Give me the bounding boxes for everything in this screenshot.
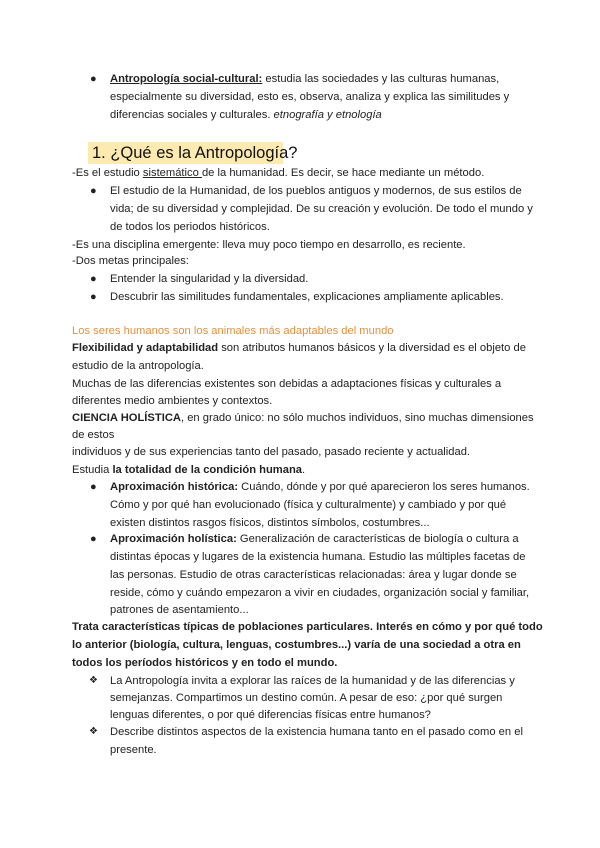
paragraph-metas: -Dos metas principales: bbox=[72, 255, 189, 267]
diamond-bullet-icon: ❖ bbox=[89, 726, 98, 737]
paragraph-totalidad bbox=[72, 461, 305, 479]
section-heading: 1. ¿Qué es la Antropología? bbox=[92, 144, 298, 162]
bullet-marker: ● bbox=[90, 273, 97, 285]
diamond-line: semejanzas. Compartimos un destino común. A pesar de eso: ¿por qué surgen bbox=[110, 692, 503, 704]
paragraph-flexibilidad bbox=[72, 339, 526, 357]
bullet-historica bbox=[110, 478, 530, 496]
text: Generalización de características de biología o cultura a bbox=[236, 533, 519, 545]
bold-term: CIENCIA HOLÍSTICA bbox=[72, 412, 181, 424]
intro-line-2: especialmente su diversidad, esto es, observa, analiza y explica las similitudes y bbox=[110, 91, 510, 103]
paragraph-line: estudio de la antropología. bbox=[72, 360, 204, 372]
term-antropologia-social: Antropología social-cultural: bbox=[110, 73, 263, 85]
diamond-bullet-icon: ❖ bbox=[89, 675, 98, 686]
bold-term: Aproximación holística: bbox=[110, 533, 237, 545]
bullet-line: de todos los periodos históricos. bbox=[110, 221, 270, 233]
paragraph-emergente: -Es una disciplina emergente: lleva muy poco tiempo en desarrollo, es reciente. bbox=[72, 239, 466, 251]
text: . bbox=[302, 464, 306, 476]
paragraph-line: lo anterior (biología, cultura, lenguas, costumbres...) varía de una sociedad a otra en bbox=[72, 639, 521, 651]
bullet-marker: ● bbox=[90, 185, 97, 197]
bullet-line: las personas. Estudio de otras características relacionadas: área y lugar donde se bbox=[110, 569, 517, 581]
bullet-line: patrones de asentamiento... bbox=[110, 604, 249, 616]
paragraph-holistica bbox=[72, 409, 534, 427]
bullet-marker: ● bbox=[90, 533, 97, 545]
intro-text: estudia las sociedades y las culturas humanas, bbox=[262, 73, 500, 85]
bullet-marker: ● bbox=[90, 73, 97, 85]
bold-term: Flexibilidad y adaptabilidad bbox=[72, 342, 219, 354]
text: -Es el estudio bbox=[72, 167, 143, 179]
intro-line-3 bbox=[110, 106, 382, 124]
bullet-holistica bbox=[110, 530, 519, 548]
diamond-item: La Antropología invita a explorar las raíces de la humanidad y de las diferencias y bbox=[110, 675, 515, 687]
text: , en grado único: no sólo muchos individuos, sino muchas dimensiones bbox=[180, 412, 534, 424]
paragraph-definition bbox=[72, 164, 484, 182]
diamond-line: presente. bbox=[110, 744, 157, 756]
underlined-word: sistemático bbox=[142, 167, 202, 179]
paragraph-trata: Trata características típicas de poblaciones particulares. Interés en cómo y por qué todo bbox=[72, 621, 543, 633]
bullet-line: existen distintos rasgos físicos, distintos símbolos, costumbres... bbox=[110, 517, 430, 529]
text: Cuándo, dónde y por qué aparecieron los seres humanos. bbox=[238, 481, 530, 493]
intro-italic: etnografía y etnología bbox=[273, 109, 382, 121]
bold-term: Aproximación histórica: bbox=[110, 481, 239, 493]
intro-line-1 bbox=[110, 70, 499, 88]
paragraph-line: de estos bbox=[72, 429, 115, 441]
bold-term: la totalidad de la condición humana bbox=[112, 464, 303, 476]
paragraph-line: diferentes medio ambientes y contextos. bbox=[72, 395, 273, 407]
bullet-line: Cómo y por qué han evolucionado (física y culturalmente) y cambiado y por qué bbox=[110, 499, 507, 511]
paragraph-line: todos los períodos históricos y en todo el mundo. bbox=[72, 657, 338, 669]
text: Estudia bbox=[72, 464, 113, 476]
bullet-line: vida; de su diversidad y complejidad. De su creación y evolución. De todo el mundo y bbox=[110, 203, 533, 215]
diamond-line: lenguas diferentes, o por qué diferencias físicas entre humanos? bbox=[110, 709, 431, 721]
paragraph-line: Muchas de las diferencias existentes son debidas a adaptaciones físicas y culturales a bbox=[72, 378, 502, 390]
paragraph-line: individuos y de sus experiencias tanto del pasado, pasado reciente y actualidad. bbox=[72, 446, 471, 458]
bullet-marker: ● bbox=[90, 481, 97, 493]
text: de la humanidad. Es decir, se hace mediante un método. bbox=[201, 167, 485, 179]
bullet-line: reside, cómo y cuándo empezaron a vivir en ciudades, organización social y familiar, bbox=[110, 587, 530, 599]
bullet-line: Entender la singularidad y la diversidad. bbox=[110, 273, 309, 285]
intro-text: diferencias sociales y culturales. bbox=[110, 109, 274, 121]
text: son atributos humanos básicos y la diversidad es el objeto de bbox=[218, 342, 526, 354]
bullet-line: El estudio de la Humanidad, de los pueblos antiguos y modernos, de sus estilos de bbox=[110, 185, 522, 197]
diamond-item: Describe distintos aspectos de la existencia humana tanto en el pasado como en el bbox=[110, 726, 523, 738]
bullet-line: Descubrir las similitudes fundamentales, explicaciones ampliamente aplicables. bbox=[110, 291, 504, 303]
subheading: Los seres humanos son los animales más adaptables del mundo bbox=[72, 325, 394, 337]
bullet-marker: ● bbox=[90, 291, 97, 303]
bullet-line: distintas épocas y lugares de la existencia humana. Estudio las múltiples facetas de bbox=[110, 551, 526, 563]
